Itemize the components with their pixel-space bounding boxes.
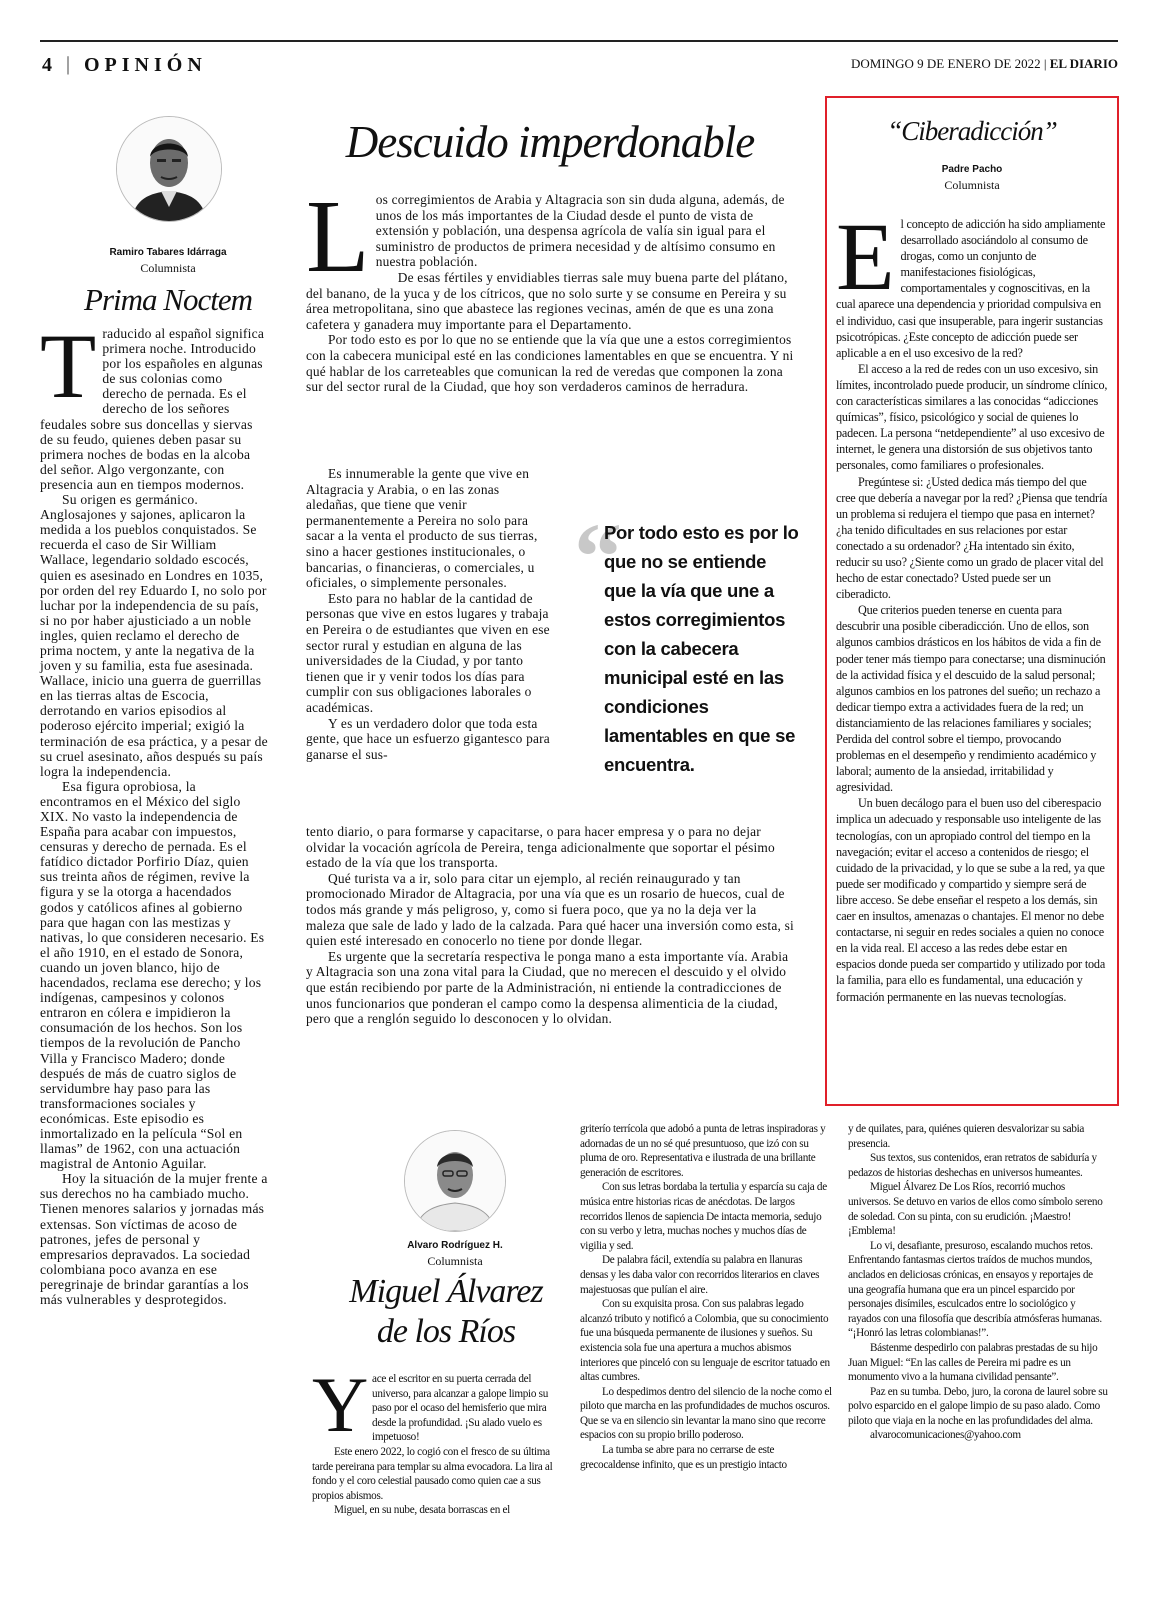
top-rule	[40, 40, 1118, 42]
paragraph: tento diario, o para formarse y capacitarse, o para hacer empresa y o para no dejar olvidar la vocación agrícola de Pereira, tenga adicionalmente que soportar el pésimo estado de la vía que los transporta.	[306, 824, 775, 871]
issue-date: DOMINGO 9 DE ENERO DE 2022 | EL DIARIO	[851, 56, 1118, 71]
portrait-icon	[405, 1131, 505, 1231]
author-role: Columnista	[944, 178, 1000, 192]
paragraph: Qué turista va a ir, solo para citar un ejemplo, al recién reinaugurado y tan promocionado Mirador de Altagracia, por una vía que es un rosario de huecos, cual de todos más grande y más peligroso, y, como si fuera poco, que ya no la deja ver la maleza que sale de lado y lado de la calzada. Para qué hacer una inversión como esta, si quien esté interesado en conocerlo no tiene por donde llegar.	[306, 870, 794, 949]
paragraph: La tumba se abre para no cerrarse de este grecocaldense infinito, que es un prestigio intacto	[580, 1444, 787, 1471]
paragraph: Y es un verdadero dolor que toda esta gente, que hace un esfuerzo gigantesco para ganarse el sus-	[306, 715, 550, 762]
pull-quote-text: Por todo esto es por lo que no se entiende que la vía que une a estos corregimientos con la cabecera municipal esté en las condiciones lamentables en que se encuentra.	[604, 522, 799, 775]
paragraph: Con sus letras bordaba la tertulia y esparcía su caja de música entre historias ricas de anécdotas. De largos recorridos llenos de sapiencia De intacta memoria, sedujo con su verbo y letra, muchas noches y muchos días de vigilia y sed.	[580, 1181, 827, 1252]
paragraph: Sus textos, sus contenidos, eran retratos de sabiduría y pedazos de historias deshechas en universos humeantes.	[848, 1152, 1097, 1179]
article-body-narrow	[306, 466, 550, 762]
paragraph: El acceso a la red de redes con un uso excesivo, sin límites, incontrolado puede producir, un síndrome clínico, con características similares a las conocidas “adicciones químicas”, físico, psicológico y social de quienes lo padecen. La persona “netdependiente” al uso excesivo de internet, le genera una distorsión de sus objetivos tanto personales, como familiares o profesionales.	[836, 361, 1108, 473]
paragraph: Es urgente que la secretaría respectiva le ponga mano a esta importante vía. Arabia y Altagracia son una zona vital para la Ciudad, que no merecen el descuido y el olvido que están recibiendo por parte de la Administración, ni entiende la contradicciones de unos funcionarios que ponderan el campo como la despensa alimenticia de la ciudad, pero que a renglón seguido lo desconocen y lo olvidan.	[306, 948, 789, 1027]
page-number: 4	[42, 54, 53, 76]
paragraph: Con su exquisita prosa. Con sus palabras legado alcanzó tributo y notificó a Colombia, que su conocimiento fue una búsqueda permanente de ilusiones y sueños. Su existencia sola fue una apertura a muchos abismos interiores que pinceló con su lenguaje de escritor tatuado en altas cumbres.	[580, 1298, 830, 1384]
paragraph: griterío terrícola que adobó a punta de letras inspiradoras y adornadas de un no sé qué presuntuoso, que izó con su pluma de oro. Representativa e ilustrada de una brillante generación de escritores.	[580, 1123, 826, 1179]
paragraph: Es innumerable la gente que vive en Altagracia y Arabia, o en las zonas aledañas, que tiene que venir permanentemente a Pereira no solo para sacar a la venta el producto de sus tierras, sino a hacer gestiones institucionales, o bancarias, o financieras, o comerciales, u oficiales, o simplemente personales.	[306, 466, 538, 591]
avatar-ramiro	[116, 116, 222, 222]
paragraph: Esa figura oprobiosa, la encontramos en el México del siglo XIX. No vasto la independencia de España para acabar con impuestos, censuras y derecho de pernada. Es el fatídico dictador Porfirio Díaz, quien sus treinta años de régimen, revive la figura y se la otorga a hacendados godos y católicos afines al gobierno para que hagan con las mestizas y nativas, lo que consideren necesario. Es el año 1910, en el estado de Sonora, cuando un joven blanco, hijo de hacendados, reclama ese derecho; y los indígenas, campesinos y colonos entraron en cólera e impidieron la consumación de los hechos. Son los tiempos de la revolución de Pancho Villa y Francisco Madero; donde después de más de cuatro siglos de servidumbre hay paso para las transformaciones sociales y económicas. Este episodio es inmortalizado en la película “Sol en llamas” de 1962, con una actuación magistral de Antonio Aguilar.	[40, 778, 265, 1172]
author-email: alvarocomunicaciones@yahoo.com	[870, 1429, 1021, 1442]
section-title: OPINIÓN	[84, 54, 207, 76]
paragraph: De palabra fácil, extendía su palabra en llanuras densas y les daba valor con recorridos literarios en claves majestuosas que pulían el aire.	[580, 1254, 820, 1296]
drop-cap: T	[40, 315, 97, 417]
article-body-c	[848, 1122, 1110, 1443]
column-title	[318, 1272, 574, 1352]
portrait-icon	[117, 117, 221, 221]
author-name: Ramiro Tabares Idárraga	[109, 247, 227, 258]
author-role: Columnista	[140, 261, 196, 275]
paragraph: y de quilates, para, quiénes quieren desvalorizar su sabia presencia.	[848, 1123, 1085, 1150]
article-body	[836, 203, 1108, 1005]
drop-cap: E	[836, 203, 895, 310]
drop-cap: Y	[312, 1361, 369, 1448]
article-body-bottom	[306, 824, 798, 1027]
paragraph: Miguel Álvarez De Los Ríos, recorrió muchos universos. Se detuvo en varios de ellos como símbolo sereno de soledad. Con su pinta, con su erudición. ¡Maestro! ¡Emblema!	[848, 1181, 1103, 1238]
paragraph: Por todo esto es por lo que no se entiende que la vía que une a estos corregimientos con la cabecera municipal esté en las condiciones lamentables en que se encuentra. Y ni qué hablar de los carreteables que comunican la red de veredas que componen la zona sur del sector rural de la Ciudad, que hoy son verdaderos caminos de herradura.	[306, 332, 794, 395]
paragraph: Lo despedimos dentro del silencio de la noche como el piloto que marcha en las profundidades de muchos oscuros. Que se va en silencio sin levantar la mano sino que recorre espacios con su propio brillo poderoso.	[580, 1385, 832, 1442]
article-body-a	[312, 1361, 560, 1518]
article-body-top	[306, 179, 798, 395]
paper-name: EL DIARIO	[1049, 56, 1118, 71]
paragraph: Miguel, en su nube, desata borrascas en el	[334, 1504, 510, 1517]
paragraph: Paz en su tumba. Debo, juro, la corona de laurel sobre su polvo esparcido en el galope limpio de su paso alado. Como piloto que viaja en la noche en las profundidades del alma.	[848, 1385, 1108, 1427]
header-separator: |	[66, 53, 71, 75]
article-body	[40, 315, 268, 1307]
paragraph: Esto para no hablar de la cantidad de personas que vive en estos lugares y trabaja en Pereira o de estudiantes que viven en ese sector rural y estudian en alguna de las universidades de la Ciudad, y por tanto tienen que ir y venir todos los días para cumplir con sus obligaciones laborales o académicas.	[306, 590, 550, 715]
paragraph: Que criterios pueden tenerse en cuenta para descubrir una posible ciberadicción. Uno de ellos, son algunos cambios drásticos en los hábitos de vida a fin de poder tener más tiempo para conectarse; una disminución de la actividad física y el descuido de la salud personal; algunos cambios en los patrones del sueño; un rechazo a dedicar tiempo extra a actividades fuera de la red; un distanciamiento de las relaciones familiares y sociales; Perdida del control sobre el tiempo, provocando problemas en el desempeño y rendimiento académico y laboral; aumento de la ansiedad, irritabilidad y agresividad.	[836, 603, 1106, 795]
article-title: Descuido imperdonable	[345, 117, 755, 167]
drop-cap: L	[306, 179, 370, 294]
paragraph: ace el escritor en su puerta cerrada del universo, para alcanzar a galope limpio su paso por el ocaso del hemisferio que mira desde la profundidad. ¡Su alado vuelo es impetuoso!	[372, 1373, 548, 1444]
paragraph: Su origen es germánico. Anglosajones y sajones, aplicaron la medida a los pueblos conquistados. Se recuerda el caso de Sir William Wallace, legendario soldado escocés, quien es asesinado en Londres en 1035, por orden del rey Eduardo I, no solo por luchar por la independencia de su país, si no por haber ajusticiado a un noble ingles, quien reclamo el derecho de prima noctem, y ante la negativa de la joven y su familia, esta fue asesinada. Wallace, inicio una guerra de guerrillas en las tierras altas de Escocia, derrotando en varios episodios al poderoso ejército imperial; exigió la terminación de esa práctica, y a pesar de su cruel asesinato, años después su país logra la independencia.	[40, 492, 268, 779]
paragraph: raducido al español significa primera noche. Introducido por los españoles en algunas de sus colonias como derecho de pernada. Es el derecho de los señores feudales sobre sus doncellas y siervas de su feudo, quienes deben pasar su primera noches de bodas en la alcoba del señor. Algo vergonzante, con presencia aun en tiempos modernos.	[40, 326, 265, 492]
author-name: Alvaro Rodríguez H.	[407, 1240, 503, 1251]
column-title: “Ciberadicción”	[887, 116, 1057, 146]
quote-mark-icon: “	[574, 503, 622, 610]
article-body-b	[580, 1122, 832, 1472]
column-title: Prima Noctem	[84, 282, 252, 317]
author-name: Padre Pacho	[941, 164, 1003, 175]
date-text: DOMINGO 9 DE ENERO DE 2022	[851, 56, 1041, 71]
author-role: Columnista	[427, 1254, 483, 1268]
paragraph: Un buen decálogo para el buen uso del ciberespacio implica un adecuado y responsable uso inteligente de las tecnologías, con un apropiado control del tiempo en la navegación; evitar el acceso a contenidos de riesgo; el cuidado de la privacidad, y lo que se sube a la red, ya que puede ser modificado y compartido y siempre será de libre acceso. Se debe enseñar el respeto a los demás, sin caer en insultos, amenazas o chantajes. El menor no debe contactarse, ni seguir en redes sociales a quien no conoce en la vida real. El acceso a las redes debe estar en espacios donde pueda ser compartido y utilizado por toda la familia, para ello es fundamental, una educación y formación permanente en las nuevas tecnologías.	[836, 796, 1106, 1004]
avatar-alvaro	[404, 1130, 506, 1232]
paragraph: l concepto de adicción ha sido ampliamente desarrollado asociándolo al consumo de drogas, como un conjunto de manifestaciones fisiológicas, comportamentales y cognoscitivas, en la cual aparece una dependencia y prioridad compulsiva en el individuo, casi que insuperable, para ingerir sustancias psicotrópicas. ¿Este concepto de adicción puede ser aplicable a en el uso excesivo de la red?	[836, 217, 1106, 360]
paragraph: De esas fértiles y envidiables tierras sale muy buena parte del plátano, del banano, de la yuca y de los cítricos, que no solo surte y se consume en Pereira y su área metropolitana, sino que abastece las regiones vecinas, amén de que es una zona cafetera y ganadera muy importante para el Departamento.	[306, 269, 788, 332]
paragraph: Bástenme despedirlo con palabras prestadas de su hijo Juan Miguel: “En las calles de Pereira mi padre es un monumento vivo a la humana civilidad pensante”.	[848, 1341, 1098, 1384]
title-line-2: de los Ríos	[376, 1313, 516, 1350]
paragraph: Hoy la situación de la mujer frente a sus derechos no ha cambiado mucho. Tienen menores salarios y jornadas más extensas. Son víctimas de acoso de patrones, jefes de personal y empresarios depravados. La sociedad colombiana poco avanza en ese peregrinaje de brindar garantías a los más vulnerables y desprotegidos.	[40, 1171, 268, 1307]
title-line-1: Miguel Álvarez	[349, 1273, 543, 1310]
paragraph: os corregimientos de Arabia y Altagracia son sin duda alguna, además, de unos de los más importantes de la Ciudad desde el punto de vista de extensión y población, una despensa agrícola de valía sin igual para el suministro de productos de primera necesidad y de altísimo consumo en nuestra población.	[375, 192, 785, 270]
paragraph: Este enero 2022, lo cogió con el fresco de su última tarde pereirana para templar su alma evocadora. La lira al fondo y el coro celestial pausado como quien cae a sus propios abismos.	[312, 1445, 553, 1502]
paragraph: Pregúntese si: ¿Usted dedica más tiempo del que cree que debería a navegar por la red? ¿Piensa que tendría un problema si redujera el tiempo que pasa en internet? ¿ha tenido dificultades en sus relaciones por estar conectado a su ordenador? ¿Ha intentado sin éxito, reducir su uso? ¿Siente como un grado de placer vital del hecho de estar conectado? Usted puede ser un ciberadicto.	[836, 474, 1108, 602]
paragraph: Lo vi, desafiante, presuroso, escalando muchos retos. Enfrentando fantasmas ciertos traídos de muchos mundos, anclados en deliciosas crónicas, en ensayos y reportajes de una geografía humana que era un pincel esparcido por personajes disímiles, esculcados entre lo sociológico y rayados con una filosofía que describía atmósferas humanas. “¡Honró las letras colombianas!”.	[848, 1239, 1102, 1340]
